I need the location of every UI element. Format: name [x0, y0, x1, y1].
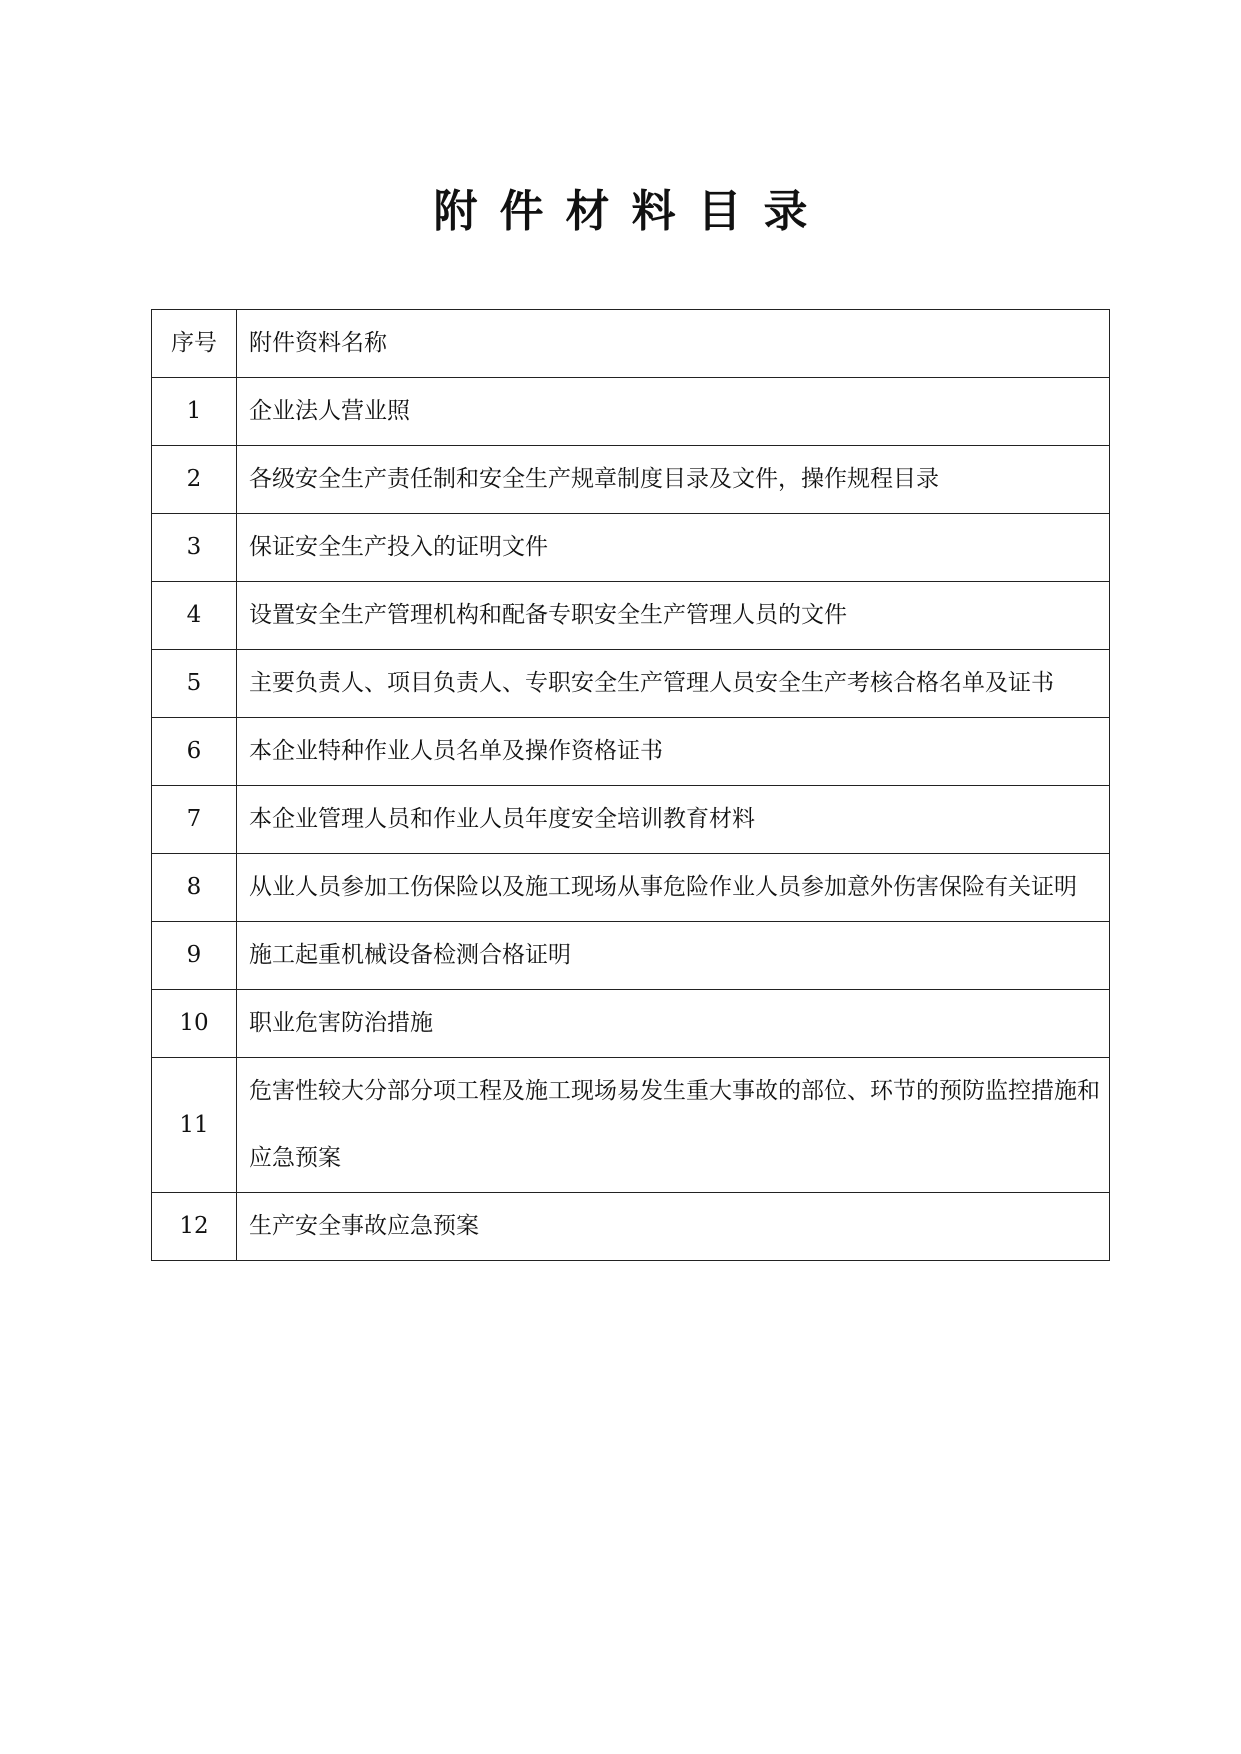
- row-no: 2: [152, 446, 237, 514]
- row-name: 本企业管理人员和作业人员年度安全培训教育材料: [237, 786, 1110, 854]
- table-row: [152, 990, 1110, 1058]
- row-name: 主要负责人、项目负责人、专职安全生产管理人员安全生产考核合格名单及证书: [237, 650, 1110, 718]
- row-name: 施工起重机械设备检测合格证明: [237, 922, 1110, 990]
- row-name: 设置安全生产管理机构和配备专职安全生产管理人员的文件: [237, 582, 1110, 650]
- table-row: [152, 446, 1110, 514]
- table-row: [152, 718, 1110, 786]
- table-row: [152, 650, 1110, 718]
- table-row: [152, 1058, 1110, 1193]
- table-row: [152, 1193, 1110, 1261]
- row-no: 3: [152, 514, 237, 582]
- row-no: 5: [152, 650, 237, 718]
- row-name: 危害性较大分部分项工程及施工现场易发生重大事故的部位、环节的预防监控措施和应急预案: [237, 1058, 1110, 1193]
- row-no: 11: [152, 1058, 237, 1193]
- row-no: 7: [152, 786, 237, 854]
- row-name: 生产安全事故应急预案: [237, 1193, 1110, 1261]
- row-no: 12: [152, 1193, 237, 1261]
- row-name: 职业危害防治措施: [237, 990, 1110, 1058]
- table-row: [152, 582, 1110, 650]
- header-no: 序号: [152, 310, 237, 378]
- header-name: 附件资料名称: [237, 310, 1110, 378]
- row-name: 从业人员参加工伤保险以及施工现场从事危险作业人员参加意外伤害保险有关证明: [237, 854, 1110, 922]
- page-title: 附件材料目录: [433, 186, 830, 237]
- row-no: 4: [152, 582, 237, 650]
- table-row: [152, 786, 1110, 854]
- table-row: [152, 854, 1110, 922]
- table-header-row: [152, 310, 1110, 378]
- table-row: [152, 922, 1110, 990]
- attachment-catalog-table: [151, 309, 1110, 1261]
- row-no: 6: [152, 718, 237, 786]
- row-no: 8: [152, 854, 237, 922]
- table-row: [152, 514, 1110, 582]
- table-row: [152, 378, 1110, 446]
- row-no: 1: [152, 378, 237, 446]
- row-name: 各级安全生产责任制和安全生产规章制度目录及文件，操作规程目录: [237, 446, 1110, 514]
- row-no: 10: [152, 990, 237, 1058]
- row-name: 本企业特种作业人员名单及操作资格证书: [237, 718, 1110, 786]
- row-name: 保证安全生产投入的证明文件: [237, 514, 1110, 582]
- row-name: 企业法人营业照: [237, 378, 1110, 446]
- row-no: 9: [152, 922, 237, 990]
